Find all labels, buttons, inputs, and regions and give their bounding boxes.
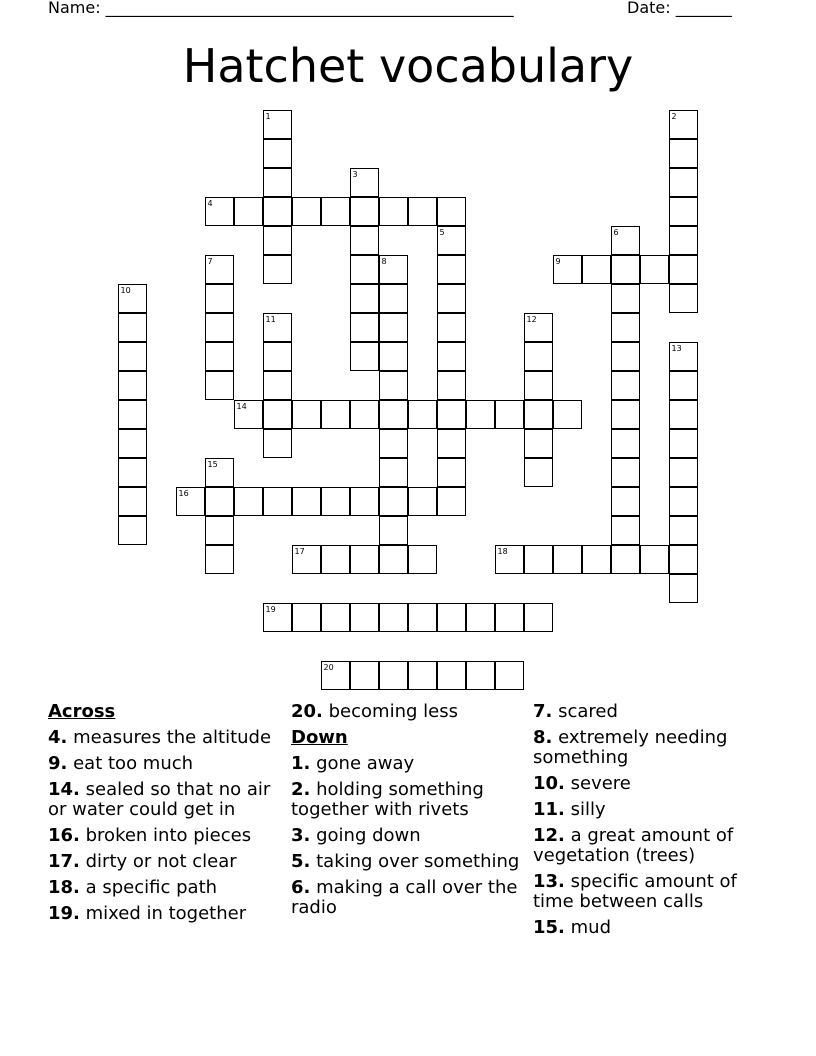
crossword-cell[interactable] [611, 400, 640, 429]
crossword-cell[interactable] [350, 342, 379, 371]
crossword-cell[interactable] [205, 313, 234, 342]
clue-down-8 [533, 728, 779, 768]
crossword-cell[interactable] [437, 371, 466, 400]
crossword-cell[interactable] [234, 487, 263, 516]
crossword-cell[interactable] [524, 603, 553, 632]
clue-number: 19. [48, 903, 80, 924]
crossword-cell[interactable] [437, 429, 466, 458]
clue-across-19 [48, 904, 294, 924]
crossword-cell[interactable] [205, 487, 234, 516]
crossword-cell[interactable] [669, 458, 698, 487]
crossword-cell[interactable] [669, 545, 698, 574]
clue-number-label: 14 [236, 401, 247, 411]
crossword-cell[interactable] [408, 545, 437, 574]
crossword-cell[interactable] [524, 371, 553, 400]
clue-column-2 [291, 702, 537, 924]
crossword-cell[interactable] [408, 661, 437, 690]
clue-text: broken into pieces [85, 825, 252, 846]
crossword-cell[interactable] [321, 545, 350, 574]
clue-number: 16. [48, 825, 80, 846]
crossword-cell[interactable] [408, 603, 437, 632]
crossword-cell[interactable] [669, 197, 698, 226]
clue-down-12 [533, 826, 779, 866]
crossword-cell[interactable] [437, 487, 466, 516]
crossword-cell[interactable] [263, 487, 292, 516]
crossword-cell[interactable] [205, 371, 234, 400]
crossword-cell[interactable] [118, 516, 147, 545]
crossword-cell[interactable] [205, 197, 234, 226]
crossword-cell[interactable] [611, 255, 640, 284]
clue-number-label: 9 [555, 256, 561, 266]
clue-number: 12. [533, 825, 565, 846]
crossword-cell[interactable] [379, 661, 408, 690]
crossword-cell[interactable] [437, 603, 466, 632]
crossword-cell[interactable] [379, 255, 408, 284]
crossword-cell[interactable] [437, 400, 466, 429]
clue-text: scared [558, 701, 618, 722]
clue-number: 18. [48, 877, 80, 898]
crossword-cell[interactable] [379, 429, 408, 458]
clue-number-label: 10 [120, 285, 131, 295]
clue-number: 5. [291, 851, 311, 872]
crossword-cell[interactable] [611, 458, 640, 487]
crossword-cell[interactable] [205, 342, 234, 371]
crossword-cell[interactable] [611, 226, 640, 255]
clue-text: eat too much [73, 753, 194, 774]
crossword-cell[interactable] [495, 661, 524, 690]
crossword-cell[interactable] [669, 255, 698, 284]
crossword-cell[interactable] [263, 197, 292, 226]
crossword-cell[interactable] [582, 545, 611, 574]
crossword-cell[interactable] [118, 313, 147, 342]
crossword-cell[interactable] [379, 342, 408, 371]
crossword-cell[interactable] [379, 371, 408, 400]
clue-number-label: 13 [671, 343, 682, 353]
crossword-cell[interactable] [611, 284, 640, 313]
clue-text: silly [570, 799, 606, 820]
crossword-cell[interactable] [321, 197, 350, 226]
crossword-cell[interactable] [205, 516, 234, 545]
crossword-cell[interactable] [466, 661, 495, 690]
clue-text: holding something together with rivets [291, 779, 484, 820]
crossword-cell[interactable] [611, 545, 640, 574]
crossword-cell[interactable] [408, 487, 437, 516]
crossword-cell[interactable] [553, 255, 582, 284]
crossword-cell[interactable] [263, 603, 292, 632]
crossword-cell[interactable] [205, 284, 234, 313]
clue-down-2 [291, 780, 537, 820]
clue-number: 6. [291, 877, 311, 898]
clue-number-label: 4 [207, 198, 213, 208]
clue-text: sealed so that no air or water could get in [48, 779, 271, 820]
crossword-cell[interactable] [205, 545, 234, 574]
clue-down-13 [533, 872, 779, 912]
crossword-cell[interactable] [118, 400, 147, 429]
crossword-cell[interactable] [379, 284, 408, 313]
clue-number-label: 12 [526, 314, 537, 324]
clue-across-17 [48, 852, 294, 872]
crossword-cell[interactable] [437, 255, 466, 284]
crossword-cell[interactable] [205, 458, 234, 487]
clue-text: extremely needing something [533, 727, 728, 768]
clue-column-1 [48, 702, 294, 930]
crossword-cell[interactable] [176, 487, 205, 516]
clue-across-14 [48, 780, 294, 820]
clue-number-label: 18 [497, 546, 508, 556]
clue-number-label: 17 [294, 546, 305, 556]
crossword-cell[interactable] [379, 313, 408, 342]
crossword-cell[interactable] [205, 255, 234, 284]
crossword-cell[interactable] [263, 313, 292, 342]
crossword-cell[interactable] [495, 603, 524, 632]
crossword-cell[interactable] [524, 400, 553, 429]
crossword-cell[interactable] [263, 226, 292, 255]
crossword-cell[interactable] [408, 400, 437, 429]
clue-number-label: 1 [265, 111, 271, 121]
clue-text: mixed in together [85, 903, 247, 924]
crossword-cell[interactable] [466, 400, 495, 429]
crossword-cell[interactable] [263, 429, 292, 458]
crossword-cell[interactable] [669, 400, 698, 429]
crossword-cell[interactable] [437, 661, 466, 690]
clue-column-3 [533, 702, 779, 944]
crossword-cell[interactable] [350, 487, 379, 516]
crossword-cell[interactable] [292, 400, 321, 429]
crossword-cell[interactable] [118, 487, 147, 516]
clue-number: 3. [291, 825, 311, 846]
crossword-cell[interactable] [669, 139, 698, 168]
crossword-cell[interactable] [263, 110, 292, 139]
crossword-cell[interactable] [669, 168, 698, 197]
clue-number-label: 2 [671, 111, 677, 121]
date-field[interactable]: Date: _______ [627, 0, 732, 17]
clue-number-label: 7 [207, 256, 213, 266]
crossword-cell[interactable] [611, 429, 640, 458]
across-heading: Across [48, 701, 116, 722]
clue-number-label: 3 [352, 169, 358, 179]
clue-number: 4. [48, 727, 68, 748]
clue-text: gone away [316, 753, 415, 774]
crossword-cell[interactable] [611, 371, 640, 400]
clue-number: 17. [48, 851, 80, 872]
crossword-cell[interactable] [263, 400, 292, 429]
crossword-cell[interactable] [611, 487, 640, 516]
crossword-cell[interactable] [379, 197, 408, 226]
clue-text: measures the altitude [73, 727, 272, 748]
clue-down-1 [291, 754, 537, 774]
crossword-cell[interactable] [350, 545, 379, 574]
clue-down-6 [291, 878, 537, 918]
crossword-cell[interactable] [350, 400, 379, 429]
crossword-cell[interactable] [321, 661, 350, 690]
crossword-cell[interactable] [669, 110, 698, 139]
clue-number: 7. [533, 701, 553, 722]
crossword-cell[interactable] [524, 429, 553, 458]
crossword-cell[interactable] [640, 255, 669, 284]
name-field[interactable]: Name: ___________________________________________________ [48, 0, 514, 17]
crossword-cell[interactable] [350, 168, 379, 197]
page-title: Hatchet vocabulary [182, 39, 634, 93]
crossword-cell[interactable] [234, 400, 263, 429]
crossword-cell[interactable] [234, 197, 263, 226]
clue-number: 13. [533, 871, 565, 892]
clue-number: 1. [291, 753, 311, 774]
crossword-cell[interactable] [611, 313, 640, 342]
clue-across-20 [291, 702, 537, 722]
crossword-cell[interactable] [611, 342, 640, 371]
clue-number: 11. [533, 799, 565, 820]
crossword-cell[interactable] [350, 226, 379, 255]
crossword-cell[interactable] [292, 487, 321, 516]
clue-number-label: 6 [613, 227, 619, 237]
clue-across-16 [48, 826, 294, 846]
clue-across-18 [48, 878, 294, 898]
crossword-cell[interactable] [118, 371, 147, 400]
crossword-cell[interactable] [524, 313, 553, 342]
crossword-cell[interactable] [669, 574, 698, 603]
crossword-cell[interactable] [292, 545, 321, 574]
clue-number: 20. [291, 701, 323, 722]
crossword-cell[interactable] [437, 342, 466, 371]
crossword-cell[interactable] [118, 284, 147, 313]
crossword-cell[interactable] [669, 284, 698, 313]
crossword-cell[interactable] [669, 487, 698, 516]
clue-text: taking over something [316, 851, 520, 872]
crossword-cell[interactable] [669, 226, 698, 255]
crossword-cell[interactable] [437, 313, 466, 342]
crossword-cell[interactable] [437, 458, 466, 487]
crossword-cell[interactable] [611, 516, 640, 545]
clue-text: severe [570, 773, 631, 794]
clue-number-label: 11 [265, 314, 276, 324]
crossword-cell[interactable] [582, 255, 611, 284]
clue-number: 15. [533, 917, 565, 938]
crossword-cell[interactable] [437, 226, 466, 255]
clue-text: a specific path [85, 877, 218, 898]
clue-text: making a call over the radio [291, 877, 518, 918]
crossword-cell[interactable] [669, 371, 698, 400]
crossword-cell[interactable] [379, 458, 408, 487]
clue-number-label: 15 [207, 459, 218, 469]
clue-number-label: 19 [265, 604, 276, 614]
crossword-cell[interactable] [466, 603, 495, 632]
crossword-cell[interactable] [350, 197, 379, 226]
clue-text: specific amount of time between calls [533, 871, 737, 912]
crossword-cell[interactable] [118, 429, 147, 458]
clue-across-4 [48, 728, 294, 748]
clue-number: 8. [533, 727, 553, 748]
crossword-cell[interactable] [263, 342, 292, 371]
clue-text: dirty or not clear [85, 851, 237, 872]
crossword-cell[interactable] [263, 371, 292, 400]
crossword-cell[interactable] [118, 458, 147, 487]
crossword-cell[interactable] [321, 400, 350, 429]
crossword-cell[interactable] [553, 545, 582, 574]
clue-number: 2. [291, 779, 311, 800]
crossword-cell[interactable] [118, 342, 147, 371]
crossword-cell[interactable] [669, 429, 698, 458]
crossword-cell[interactable] [379, 603, 408, 632]
crossword-cell[interactable] [263, 139, 292, 168]
crossword-cell[interactable] [350, 661, 379, 690]
crossword-cell[interactable] [263, 168, 292, 197]
clue-text: a great amount of vegetation (trees) [533, 825, 734, 866]
crossword-cell[interactable] [524, 545, 553, 574]
crossword-cell[interactable] [350, 284, 379, 313]
crossword-cell[interactable] [379, 516, 408, 545]
clue-number-label: 8 [381, 256, 387, 266]
crossword-cell[interactable] [263, 255, 292, 284]
crossword-cell[interactable] [640, 545, 669, 574]
clue-number: 9. [48, 753, 68, 774]
down-heading: Down [291, 727, 348, 748]
crossword-cell[interactable] [350, 603, 379, 632]
crossword-cell[interactable] [379, 487, 408, 516]
crossword-cell[interactable] [408, 197, 437, 226]
clue-text: mud [570, 917, 611, 938]
clue-down-11 [533, 800, 779, 820]
clue-number-label: 5 [439, 227, 445, 237]
clue-down-5 [291, 852, 537, 872]
crossword-cell[interactable] [553, 400, 582, 429]
crossword-cell[interactable] [669, 342, 698, 371]
crossword-cell[interactable] [437, 284, 466, 313]
crossword-cell[interactable] [437, 197, 466, 226]
clue-across-9 [48, 754, 294, 774]
crossword-cell[interactable] [524, 342, 553, 371]
clue-number-label: 16 [178, 488, 189, 498]
clue-number: 10. [533, 773, 565, 794]
clue-down-3 [291, 826, 537, 846]
crossword-cell[interactable] [379, 545, 408, 574]
clue-text: becoming less [328, 701, 458, 722]
crossword-cell[interactable] [379, 400, 408, 429]
crossword-cell[interactable] [350, 255, 379, 284]
clue-down-15 [533, 918, 779, 938]
clue-down-7 [533, 702, 779, 722]
crossword-cell[interactable] [321, 487, 350, 516]
crossword-cell[interactable] [321, 603, 350, 632]
crossword-cell[interactable] [669, 516, 698, 545]
clue-down-10 [533, 774, 779, 794]
crossword-cell[interactable] [524, 458, 553, 487]
crossword-cell[interactable] [495, 545, 524, 574]
clue-number: 14. [48, 779, 80, 800]
clue-text: going down [316, 825, 421, 846]
clue-number-label: 20 [323, 662, 334, 672]
crossword-cell[interactable] [495, 400, 524, 429]
crossword-cell[interactable] [292, 603, 321, 632]
crossword-cell[interactable] [350, 313, 379, 342]
crossword-cell[interactable] [292, 197, 321, 226]
